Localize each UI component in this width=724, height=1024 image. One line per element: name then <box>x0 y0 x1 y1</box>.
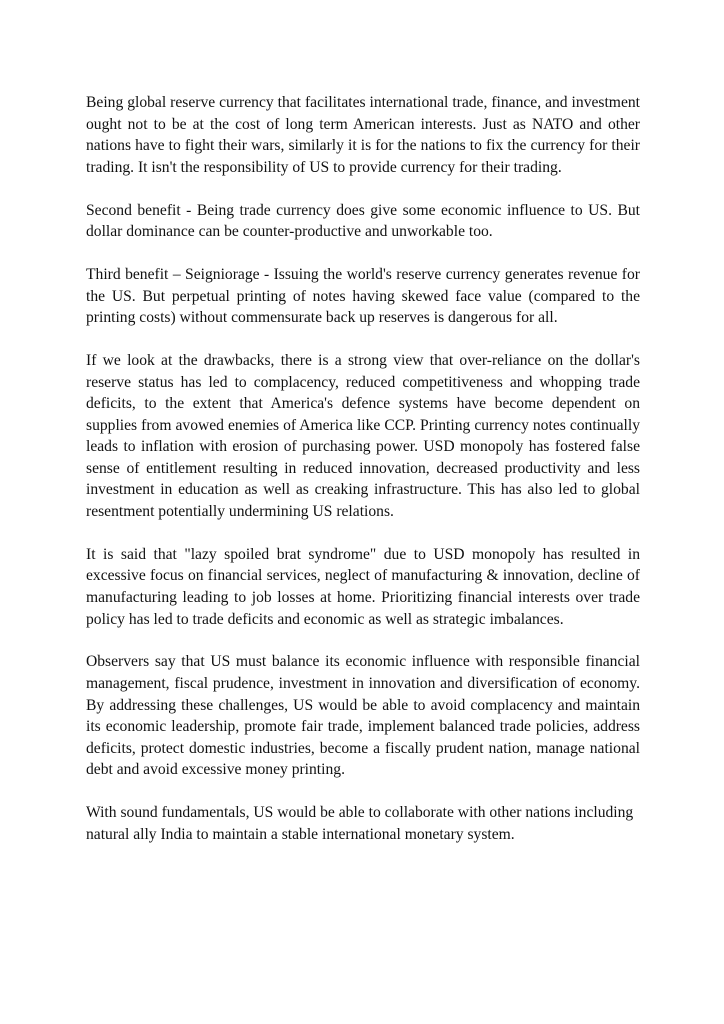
paragraph-reserve-currency: Being global reserve currency that facilitates international trade, finance, and investment ought not to be at the cost of long term American interests. Just as NATO and other nations have to fight their wars, similarly it is for the nations to fix the currency for their trading. It isn't the responsibility of US to provide currency for their trading. <box>86 94 640 176</box>
paragraph-third-benefit: Third benefit – Seigniorage - Issuing the world's reserve currency generates revenue for the US. But perpetual printing of notes having skewed face value (compared to the printing costs) without commensurate back up reserves is dangerous for all. <box>86 265 640 327</box>
paragraph-brat-syndrome: It is said that "lazy spoiled brat syndrome" due to USD monopoly has resulted in excessive focus on financial services, neglect of manufacturing & innovation, decline of manufacturing leading to job losses at home. Prioritizing financial interests over trade policy has led to trade deficits and economic as well as strategic imbalances. <box>86 545 640 628</box>
paragraph-observers: Observers say that US must balance its economic influence with responsible financial management, fiscal prudence, investment in innovation and diversification of economy. By addressing these challenges, US would be able to avoid complacency and maintain its economic leadership, promote fair trade, implement balanced trade policies, address deficits, protect domestic industries, become a fiscally prudent nation, manage national debt and avoid excessive money printing. <box>86 653 640 779</box>
paragraph-drawbacks: If we look at the drawbacks, there is a strong view that over-reliance on the dollar's reserve status has led to complacency, reduced competitiveness and whopping trade deficits, to the extent that America's defence systems have become dependent on supplies from avowed enemies of America like CCP. Printing currency notes continually leads to inflation with erosion of purchasing power. USD monopoly has fostered false sense of entitlement resulting in reduced innovation, decreased productivity and less investment in education as well as creaking infrastructure. This has also led to global resentment potentially undermining US relations. <box>86 351 640 521</box>
document-body <box>86 92 640 845</box>
paragraph-second-benefit: Second benefit - Being trade currency does give some economic influence to US. But dollar dominance can be counter-productive and unworkable too. <box>86 201 640 241</box>
paragraph-conclusion: With sound fundamentals, US would be able to collaborate with other nations including natural ally India to maintain a stable international monetary system. <box>86 804 634 843</box>
